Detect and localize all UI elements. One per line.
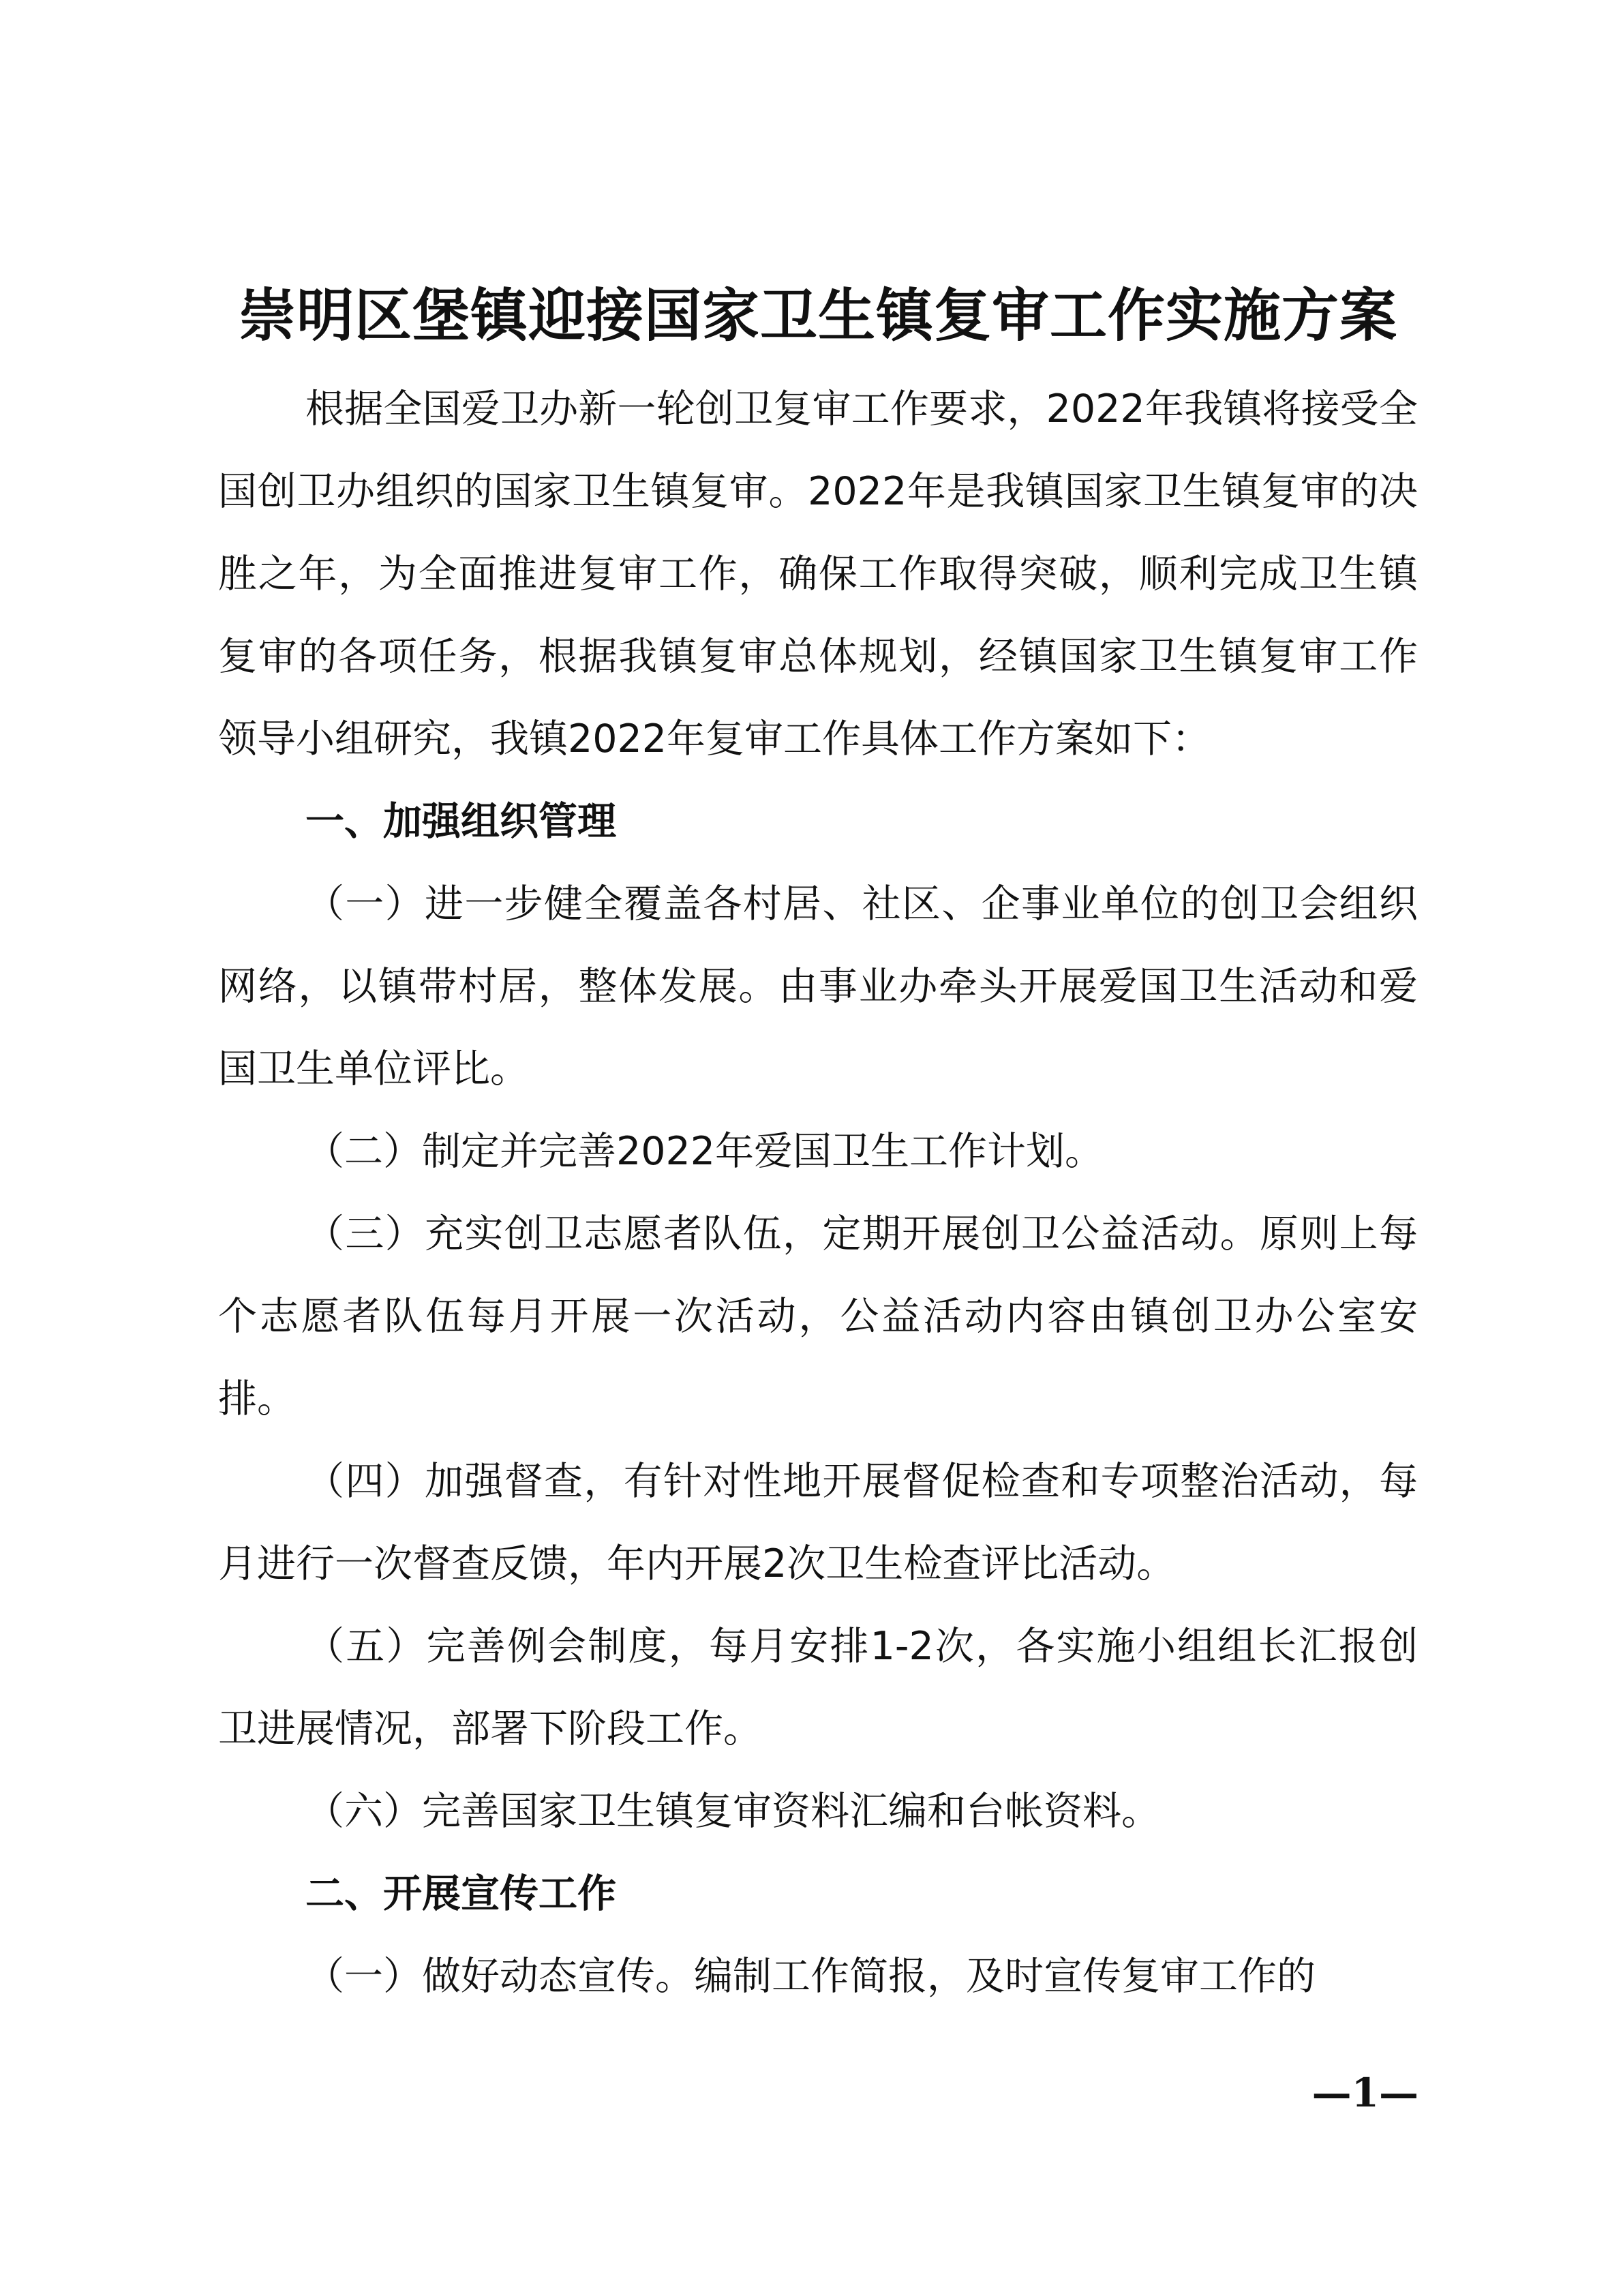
section1-item-2: （二）制定并完善2022年爱国卫生工作计划。 xyxy=(305,1129,1104,1174)
section1-item-4: （四）加强督查，有针对性地开展督促检查和专项整治活动，每月进行一次督查反馈，年内开展2次卫生检查评比活动。 xyxy=(218,1459,1418,1586)
section1-item-3: （三）充实创卫志愿者队伍，定期开展创卫公益活动。原则上每个志愿者队伍每月开展一次活动，公益活动内容由镇创卫办公室安排。 xyxy=(218,1211,1418,1421)
document-body xyxy=(218,368,1418,2018)
section-heading-publicity: 二、开展宣传工作 xyxy=(305,1871,616,1916)
document-title: 崇明区堡镇迎接国家卫生镇复审工作实施方案 xyxy=(238,282,1397,349)
page-number: —1— xyxy=(1311,2070,1419,2116)
section1-item-5: （五）完善例会制度，每月安排1-2次，各实施小组组长汇报创卫进展情况，部署下阶段工作。 xyxy=(218,1624,1418,1751)
section1-item-6: （六）完善国家卫生镇复审资料汇编和台帐资料。 xyxy=(305,1789,1160,1834)
section2-item-1: （一）做好动态宣传。编制工作简报，及时宣传复审工作的 xyxy=(305,1954,1316,1999)
section1-item-1: （一）进一步健全覆盖各村居、社区、企事业单位的创卫会组织网络，以镇带村居，整体发展。由事业办牵头开展爱国卫生活动和爱国卫生单位评比。 xyxy=(218,881,1418,1091)
section-heading-organization: 一、加强组织管理 xyxy=(305,799,616,844)
intro-paragraph: 根据全国爱卫办新一轮创卫复审工作要求，2022年我镇将接受全国创卫办组织的国家卫生镇复审。2022年是我镇国家卫生镇复审的决胜之年，为全面推进复审工作，确保工作取得突破，顺利完成卫生镇复审的各项任务，根据我镇复审总体规划，经镇国家卫生镇复审工作领导小组研究，我镇2022年复审工作具体工作方案如下： xyxy=(218,387,1418,761)
